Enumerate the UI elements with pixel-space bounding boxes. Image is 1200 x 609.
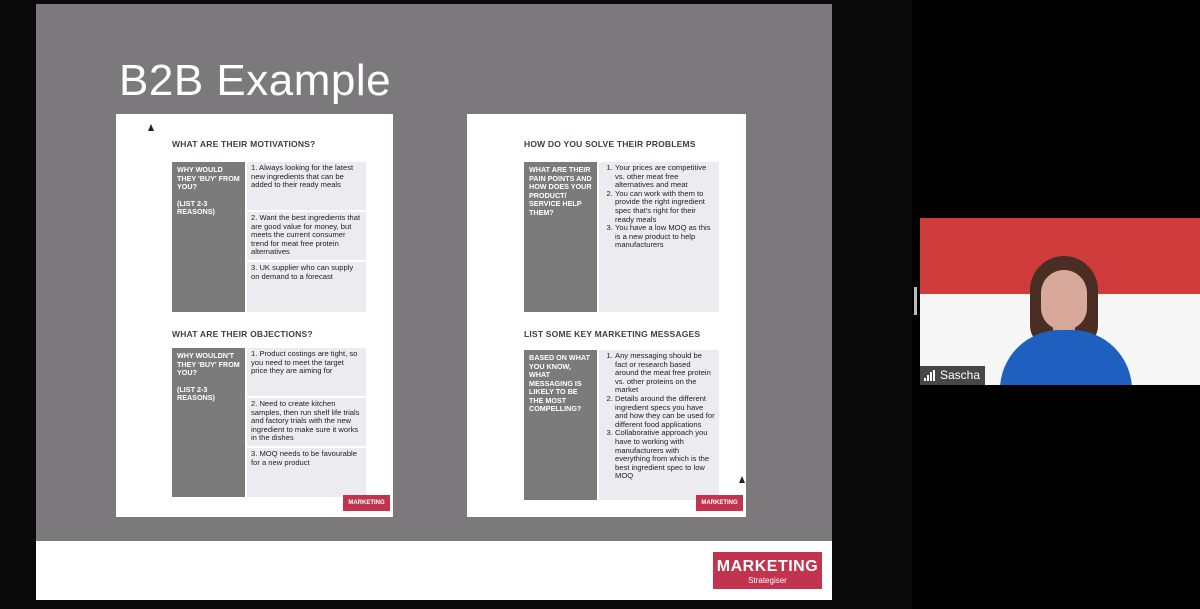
message-item: 1. Any messaging should be fact or research based around the meat free protein vs. other proteins on the market [615, 352, 715, 395]
messages-list [599, 350, 719, 500]
participant-name: Sascha [940, 368, 981, 382]
objection-answer-3: 3. MOQ needs to be favourable for a new product [247, 448, 366, 497]
message-item: 2. Details around the different ingredient specs you have and how they can be used for different food applications [615, 395, 715, 429]
objections-heading: WHAT ARE THEIR OBJECTIONS? [172, 329, 313, 339]
motivations-heading: WHAT ARE THEIR MOTIVATIONS? [172, 139, 316, 149]
mini-brand-logo: MARKETING [343, 495, 390, 511]
objections-question [172, 348, 245, 497]
objections-question-text: WHY WOULDN'T THEY 'BUY' FROM YOU? [177, 351, 240, 377]
mini-brand-logo: MARKETING [696, 495, 743, 511]
participant-name-tag [920, 366, 985, 385]
objection-answer-1: 1. Product costings are tight, so you need to meet the target price they are aiming for [247, 348, 366, 396]
motivation-answer-3: 3. UK supplier who can supply on demand to a forecast [247, 262, 366, 312]
objection-answer-2: 2. Need to create kitchen samples, then run shelf life trials and factory trials with the new ingredient to make sure it works in the dishes [247, 398, 366, 446]
solve-problems-heading: HOW DO YOU SOLVE THEIR PROBLEMS [524, 139, 696, 149]
motivation-answer-2: 2. Want the best ingredients that are good value for money, but meets the current consumer trend for meat free protein alternatives [247, 212, 366, 260]
motivations-question-note: (LIST 2-3 REASONS) [177, 198, 215, 216]
brand-logo-line1: MARKETING [716, 558, 819, 575]
motivations-question-text: WHY WOULD THEY 'BUY' FROM YOU? [177, 165, 240, 191]
marketing-messages-heading: LIST SOME KEY MARKETING MESSAGES [524, 329, 701, 339]
signal-bars-icon [924, 370, 936, 381]
panel-resize-handle[interactable] [914, 287, 917, 315]
participant-video-tile[interactable] [920, 218, 1200, 385]
brand-logo [713, 552, 822, 589]
solutions-list [599, 162, 719, 312]
document-page-right [467, 114, 746, 517]
message-item: 3. Collaborative approach you have to working with manufacturers with everything from which is the best ingredient spec to low MOQ [615, 429, 715, 481]
document-page-left [116, 114, 393, 517]
motivations-question [172, 162, 245, 312]
solution-item: 2. You can work with them to provide the right ingredient spec that's right for their ready meals [615, 190, 715, 224]
solution-item: 3. You have a low MOQ as this is a new product to help manufacturers [615, 224, 715, 250]
brand-logo-line2: Strategiser [748, 576, 787, 585]
objections-question-note: (LIST 2-3 REASONS) [177, 384, 215, 402]
slide-title: B2B Example [119, 56, 392, 105]
pain-points-question: WHAT ARE THEIR PAIN POINTS AND HOW DOES YOUR PRODUCT/ SERVICE HELP THEM? [524, 162, 597, 312]
motivation-answer-1: 1. Always looking for the latest new ingredients that can be added to their ready meals [247, 162, 366, 210]
solution-item: 1. Your prices are competitive vs. other meat free alternatives and meat [615, 164, 715, 190]
participant-face [1041, 270, 1087, 330]
messaging-question: BASED ON WHAT YOU KNOW, WHAT MESSAGING IS LIKELY TO BE THE MOST COMPELLING? [524, 350, 597, 500]
mouse-cursor-icon [739, 476, 745, 483]
mouse-cursor-icon [148, 124, 154, 131]
presentation-slide [36, 4, 832, 600]
